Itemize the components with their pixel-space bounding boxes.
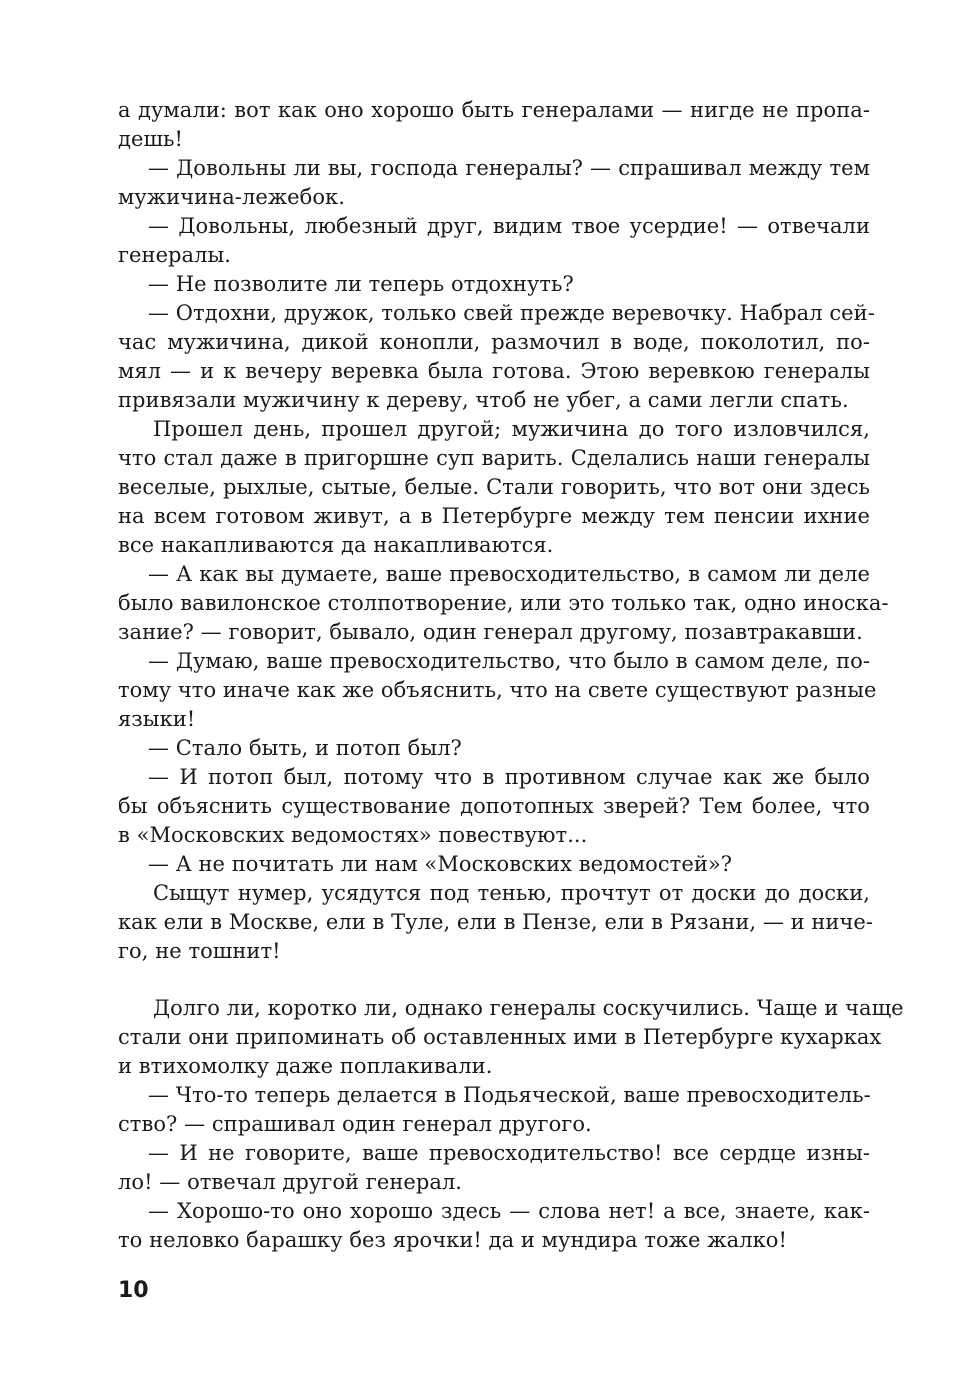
text-line: Долго ли, коротко ли, однако генералы соскучились. Чаще и чаще xyxy=(153,996,904,1020)
text-line: — Довольны ли вы, господа генералы? — спрашивал между тем xyxy=(148,156,870,180)
page-number: 10 xyxy=(118,1278,149,1303)
text-line: все накапливаются да накапливаются. xyxy=(118,533,554,557)
text-line: — Хорошо-то оно хорошо здесь — слова нет! а все, знаете, как- xyxy=(148,1199,870,1223)
text-line: — И не говорите, ваше превосходительство! все сердце изны- xyxy=(148,1141,870,1165)
text-line: как ели в Москве, ели в Туле, ели в Пензе, ели в Рязани, — и ниче- xyxy=(118,910,874,934)
text-line: привязали мужичину к дереву, чтоб не убег, а сами легли спать. xyxy=(118,388,849,412)
text-line: что стал даже в пригоршне суп варить. Сделались наши генералы xyxy=(118,446,870,470)
text-line: ло! — отвечал другой генерал. xyxy=(118,1170,463,1194)
text-line: языки! xyxy=(118,707,196,731)
text-line: то неловко барашку без ярочки! да и мундира тоже жалко! xyxy=(118,1228,787,1252)
text-line: зание? — говорит, бывало, один генерал другому, позавтракавши. xyxy=(118,620,863,644)
text-line: — Отдохни, дружок, только свей прежде веревочку. Набрал сей- xyxy=(148,301,875,325)
text-line: — А не почитать ли нам «Московских ведомостей»? xyxy=(148,852,733,876)
text-line: генералы. xyxy=(118,243,231,267)
text-line: час мужичина, дикой конопли, размочил в воде, поколотил, по- xyxy=(118,330,870,354)
text-line: — Довольны, любезный друг, видим твое усердие! — отвечали xyxy=(148,214,870,238)
text-line: ство? — спрашивал один генерал другого. xyxy=(118,1112,592,1136)
text-line: — Что-то теперь делается в Подьяческой, ваше превосходитель- xyxy=(148,1083,871,1107)
text-line: — Думаю, ваше превосходительство, что было в самом деле, по- xyxy=(148,649,870,673)
text-line: мужичина-лежебок. xyxy=(118,185,345,209)
text-line: и втихомолку даже поплакивали. xyxy=(118,1054,493,1078)
text-line: веселые, рыхлые, сытые, белые. Стали говорить, что вот они здесь xyxy=(118,475,870,499)
text-line: бы объяснить существование допотопных зверей? Тем более, что xyxy=(118,794,870,818)
text-line: было вавилонское столпотворение, или это только так, одно иноска- xyxy=(118,591,889,615)
text-line: Прошел день, прошел другой; мужичина до того изловчился, xyxy=(153,417,870,441)
text-line: — И потоп был, потому что в противном случае как же было xyxy=(148,765,870,789)
text-line: — Не позволите ли теперь отдохнуть? xyxy=(148,272,574,296)
text-line: а думали: вот как оно хорошо быть генералами — нигде не пропа- xyxy=(118,98,870,122)
text-line: дешь! xyxy=(118,127,184,151)
text-line: в «Московских ведомостях» повествуют... xyxy=(118,823,588,847)
text-line: Сыщут нумер, усядутся под тенью, прочтут от доски до доски, xyxy=(153,881,870,905)
text-line: тому что иначе как же объяснить, что на свете существуют разные xyxy=(118,678,877,702)
text-line: — А как вы думаете, ваше превосходительство, в самом ли деле xyxy=(148,562,870,586)
text-line: стали они припоминать об оставленных ими в Петербурге кухарках xyxy=(118,1025,882,1049)
text-line: — Стало быть, и потоп был? xyxy=(148,736,462,760)
text-line: на всем готовом живут, а в Петербурге между тем пенсии ихние xyxy=(118,504,870,528)
text-line: го, не тошнит! xyxy=(118,939,281,963)
text-line: мял — и к вечеру веревка была готова. Этою веревкою генералы xyxy=(118,359,870,383)
